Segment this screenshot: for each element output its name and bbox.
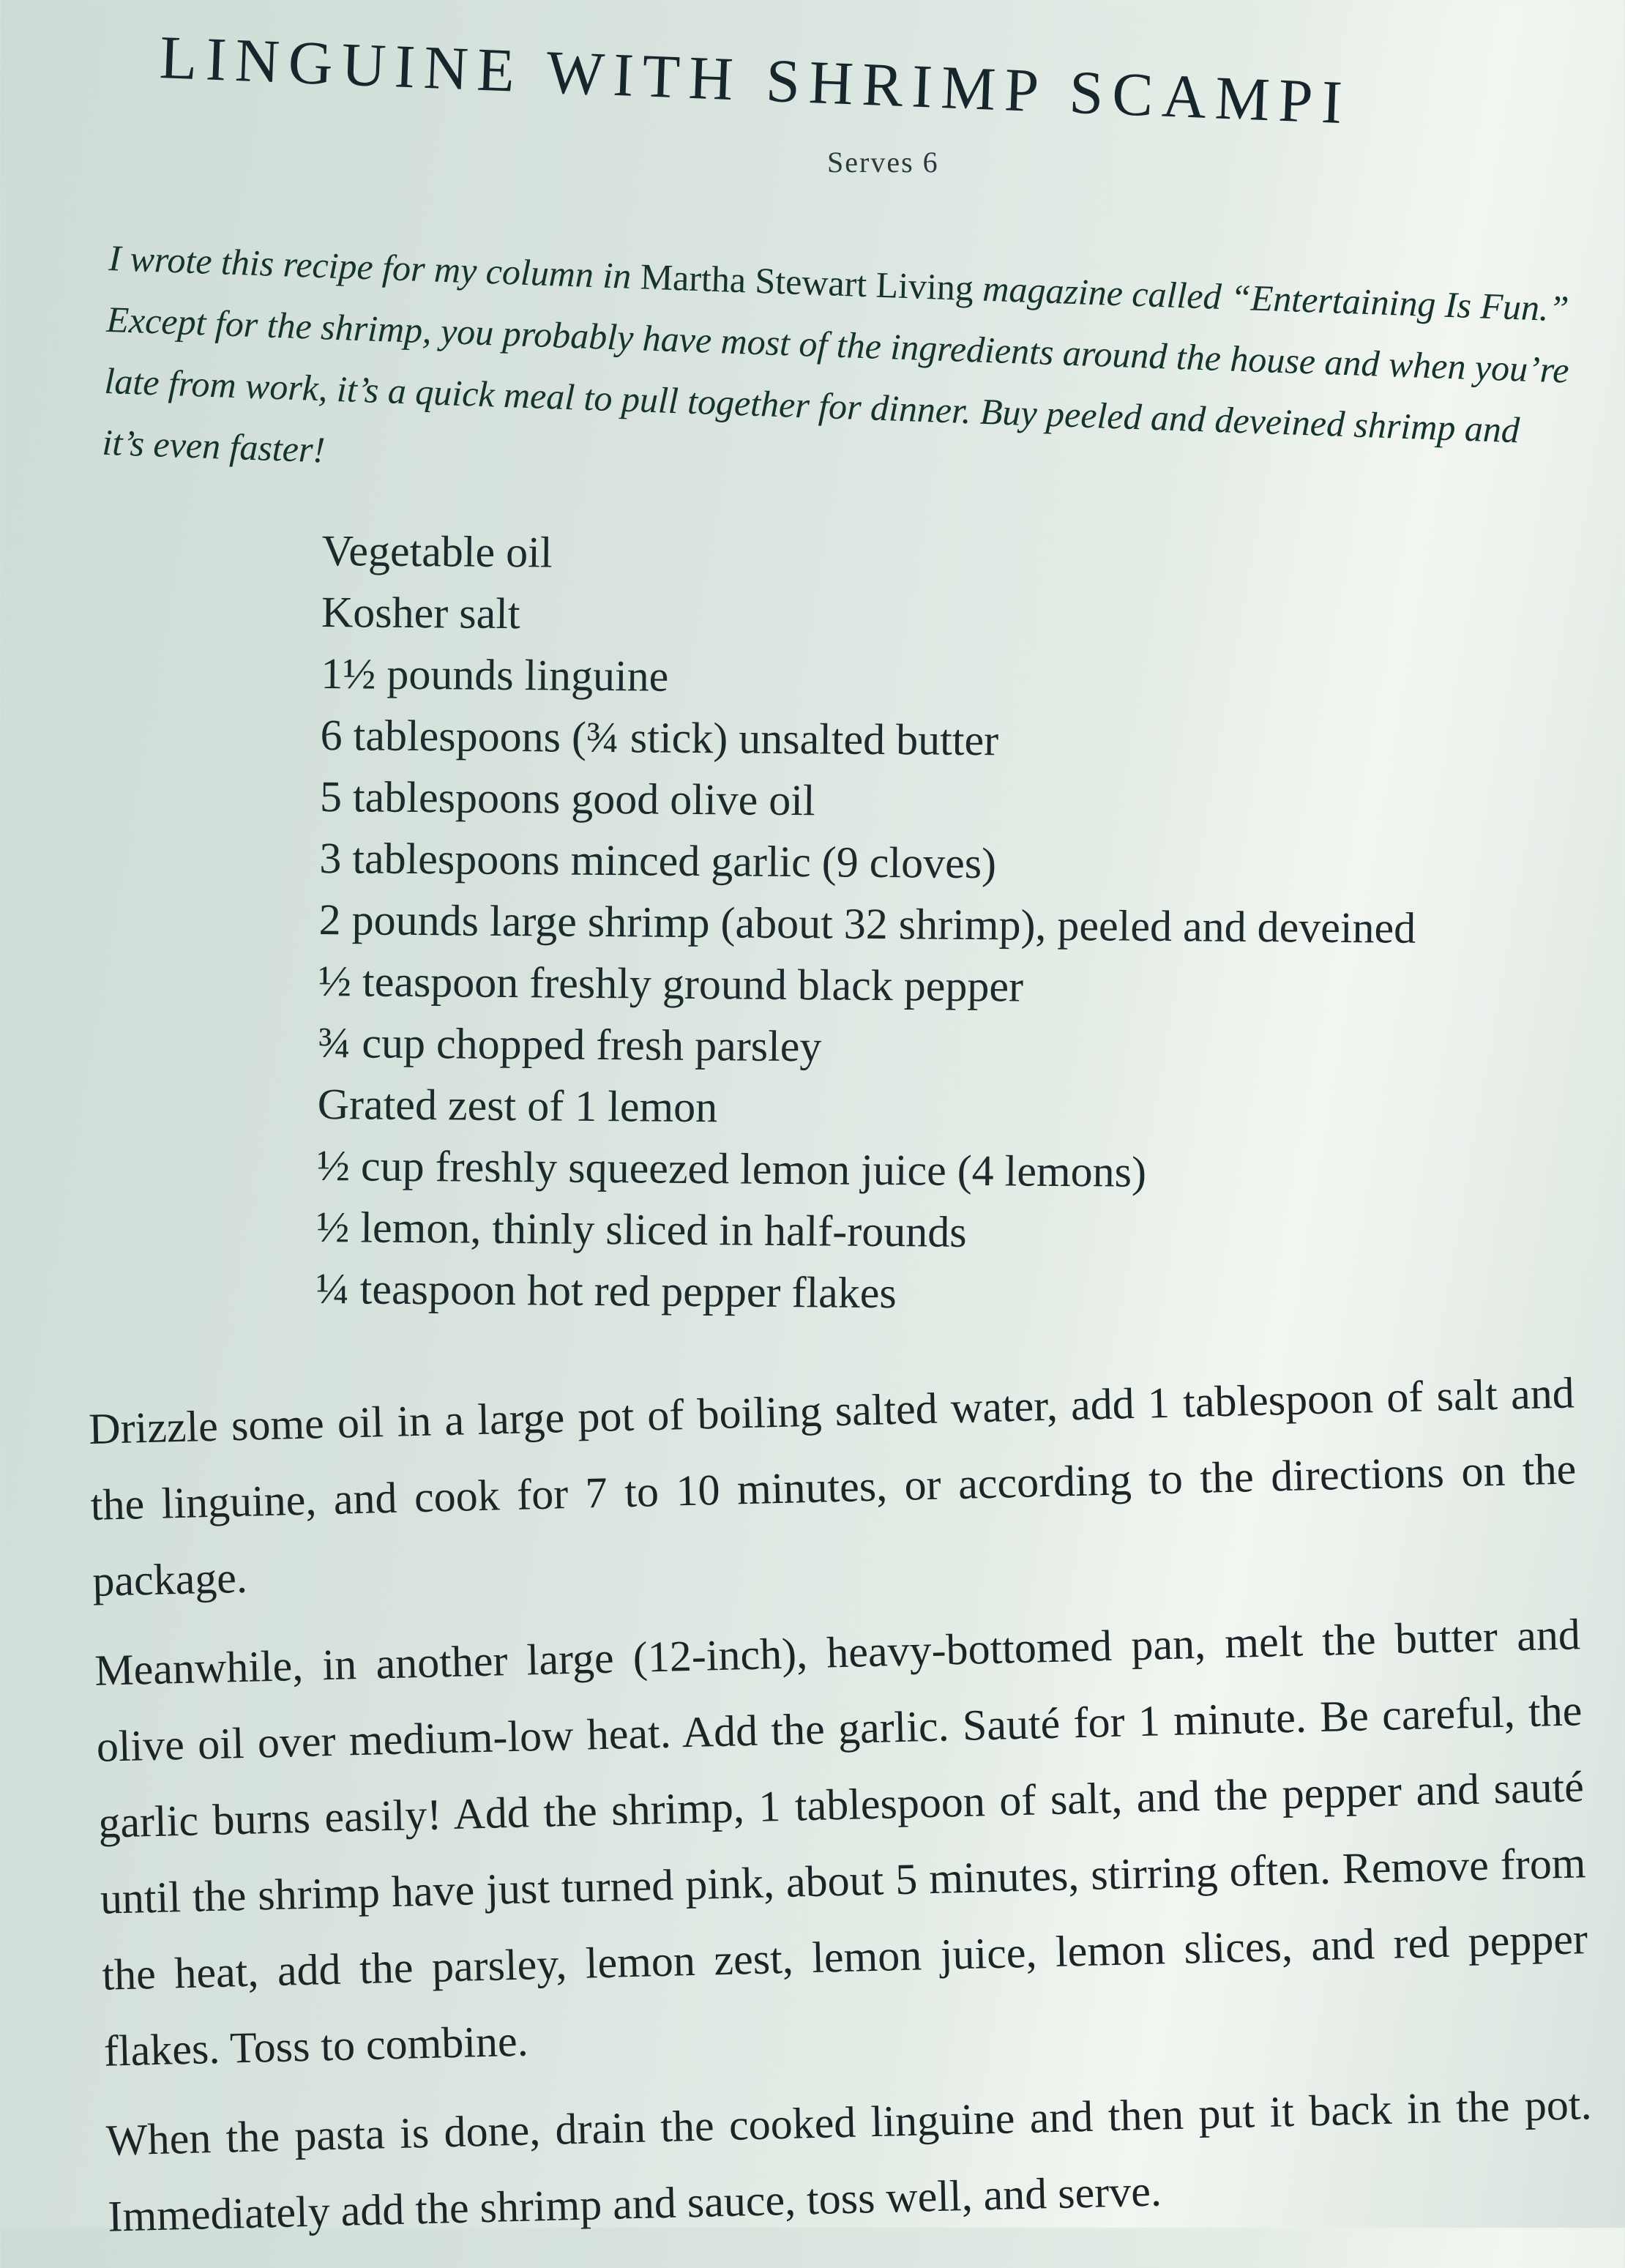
instruction-step: Drizzle some oil in a large pot of boiling salted water, add 1 tablespoon of salt and the linguine, and cook for 7 to 10 minutes, or according to the directions on the package.: [88, 1368, 1577, 1605]
ingredient-item: 6 tablespoons (¾ stick) unsalted butter: [320, 710, 999, 765]
ingredient-list: [315, 520, 1566, 1329]
ingredient-item: ¼ teaspoon hot red pepper flakes: [315, 1264, 897, 1318]
intro-text-start: I wrote this recipe for my column in: [108, 236, 641, 297]
ingredient-item: 3 tablespoons minced garlic (9 cloves): [319, 833, 997, 888]
recipe-title: LINGUINE WITH SHRIMP SCAMPI: [158, 23, 1353, 138]
ingredient-item: ¾ cup chopped fresh parsley: [318, 1018, 822, 1071]
recipe-intro: [101, 227, 1573, 524]
intro-magazine-name: Martha Stewart Living: [639, 255, 974, 309]
ingredient-item: 1½ pounds linguine: [321, 649, 669, 701]
instruction-step: When the pasta is done, drain the cooked linguine and then put it back in the pot. Immediately add the shrimp and sauce, toss well, and serve.: [105, 2080, 1593, 2241]
ingredient-item: Kosher salt: [321, 587, 520, 638]
ingredient-item: 2 pounds large shrimp (about 32 shrimp), peeled and deveined: [318, 895, 1416, 952]
ingredient-item: ½ teaspoon freshly ground black pepper: [318, 956, 1024, 1011]
intro-text-rest: magazine called “Entertaining Is Fun.” Except for the shrimp, you probably have most of the ingredients around the house and when you’re late from work, it’s a quick meal to pull together for dinner. Buy peeled and deveined shrimp and it’s even faster!: [101, 267, 1570, 471]
ingredient-item: Vegetable oil: [321, 526, 553, 577]
recipe-instructions: [88, 1354, 1595, 2267]
instruction-step: Meanwhile, in another large (12-inch), heavy-bottomed pan, melt the butter and olive oil over medium-low heat. Add the garlic. Sauté for 1 minute. Be careful, the garlic burns easily! Add the shrimp, 1 tablespoon of salt, and the pepper and sauté until the shrimp have just turned pink, about 5 minutes, stirring often. Remove from the heat, add the parsley, lemon zest, lemon juice, lemon slices, and red pepper flakes. Toss to combine.: [94, 1610, 1588, 2075]
ingredient-item: 5 tablespoons good olive oil: [319, 772, 815, 825]
ingredient-item: Grated zest of 1 lemon: [317, 1079, 718, 1132]
ingredient-item: ½ lemon, thinly sliced in half-rounds: [316, 1202, 967, 1256]
ingredient-item: ½ cup freshly squeezed lemon juice (4 lemons): [316, 1141, 1147, 1196]
serves-label: Serves 6: [827, 146, 939, 179]
